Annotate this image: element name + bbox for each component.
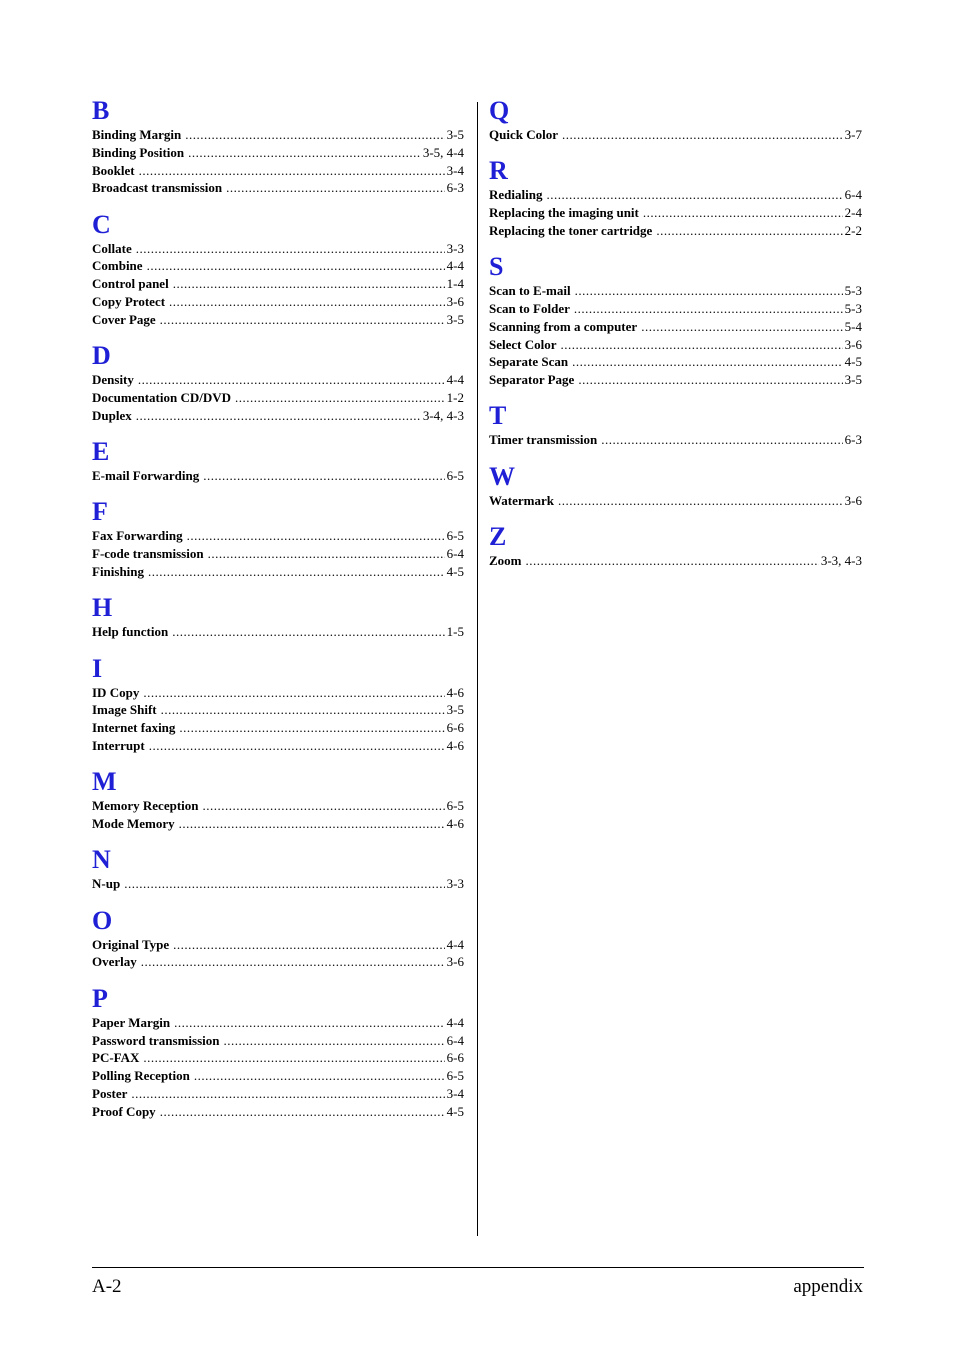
index-section-c [92,210,464,329]
index-page-ref: 2-4 [844,205,862,221]
section-letter-heading: M [92,767,117,797]
dot-leader [601,431,842,449]
dot-leader [136,407,421,425]
index-term: Select Color [489,336,557,352]
index-entry [92,701,464,719]
dot-leader [169,293,445,311]
index-entry [92,563,464,581]
index-term: Original Type [92,936,170,952]
section-letter-heading: W [489,461,515,491]
index-entry [489,371,862,389]
index-column-left [92,96,464,1121]
index-entry [92,1103,464,1121]
index-entry [92,293,464,311]
dot-leader [203,467,444,485]
index-page-ref: 3-4 [446,162,464,178]
index-entry [92,875,464,893]
index-section-f [92,497,464,580]
index-entry [92,126,464,144]
column-divider [477,102,478,1236]
index-term: Cover Page [92,311,156,327]
dot-leader [235,389,445,407]
dot-leader [224,1032,445,1050]
index-page-ref: 3-4, 4-3 [422,407,464,423]
index-term: Quick Color [489,127,558,142]
index-entry [92,1014,464,1032]
index-entry [489,282,862,300]
index-section-p [92,984,464,1121]
section-letter-heading: D [92,341,111,371]
section-letter-heading: N [92,845,111,875]
index-term: Redialing [489,187,543,203]
index-entry [92,623,464,641]
index-page-ref: 4-5 [844,354,862,370]
dot-leader [124,875,444,893]
dot-leader [526,552,819,570]
index-page-ref: 3-6 [446,954,464,970]
index-entry [489,186,862,204]
index-page-ref: 6-3 [446,180,464,196]
index-page-ref: 6-5 [446,1068,464,1084]
index-term: Control panel [92,276,169,292]
index-entry [92,257,464,275]
index-entry [92,719,464,737]
dot-leader [143,684,444,702]
dot-leader [643,204,843,222]
index-term: Overlay [92,954,137,970]
index-entry [92,162,464,180]
index-term: Density [92,372,134,388]
index-page-ref: 3-5 [844,372,862,388]
index-page-ref: 3-5, 4-4 [422,144,464,160]
index-term: Duplex [92,407,132,423]
dot-leader [136,240,445,258]
section-letter-heading: T [489,401,507,431]
dot-leader [173,936,444,954]
index-entry [489,552,862,570]
dot-leader [173,275,445,293]
index-term: Zoom [489,553,522,569]
index-section-d [92,341,464,424]
footer-section-title: appendix [793,1276,863,1297]
index-entry [489,204,862,222]
index-section-r [489,156,862,239]
index-term: Interrupt [92,737,145,753]
dot-leader [149,737,445,755]
index-section-b [92,96,464,197]
index-term: N-up [92,876,121,892]
index-page-ref: 6-6 [446,720,464,736]
index-entry [92,275,464,293]
dot-leader [179,815,445,833]
index-page-ref: 3-5 [446,702,464,718]
index-section-q [489,96,862,144]
dot-leader [656,222,842,240]
dot-leader [203,797,445,815]
index-term: Separate Scan [489,354,569,370]
index-term: Binding Margin [92,127,182,142]
index-entry [489,353,862,371]
index-entry [489,336,862,354]
index-page-ref: 2-2 [844,222,862,238]
index-entry [92,1049,464,1067]
dot-leader [194,1067,445,1085]
dot-leader [546,186,842,204]
index-page-ref: 3-5 [446,127,464,142]
index-page-ref: 6-5 [446,798,464,814]
section-letter-heading: B [92,96,110,125]
index-term: Mode Memory [92,816,175,832]
dot-leader [572,353,843,371]
index-page-ref: 3-4 [446,1085,464,1101]
index-term: Combine [92,258,143,274]
index-page-ref: 6-4 [844,187,862,203]
index-page-ref: 1-2 [446,389,464,405]
index-term: E-mail Forwarding [92,468,200,484]
index-term: ID Copy [92,684,140,700]
dot-leader [161,701,445,719]
section-letter-heading: H [92,593,113,623]
index-entry [92,684,464,702]
index-entry [92,797,464,815]
index-term: Paper Margin [92,1014,171,1030]
index-page-ref: 6-4 [446,1032,464,1048]
dot-leader [148,563,445,581]
index-entry [92,1067,464,1085]
dot-leader [188,144,421,162]
index-term: Copy Protect [92,294,166,310]
dot-leader [139,162,445,180]
index-entry [92,407,464,425]
index-page-ref: 1-5 [446,624,464,640]
index-term: Scanning from a computer [489,318,638,334]
index-page-ref: 4-4 [446,258,464,274]
index-term: Polling Reception [92,1068,190,1084]
index-entry [92,389,464,407]
index-page-ref: 4-5 [446,1103,464,1119]
dot-leader [185,126,444,144]
index-entry [92,311,464,329]
index-section-i [92,654,464,755]
dot-leader [562,126,843,144]
index-page-ref: 6-3 [844,432,862,448]
index-term: Password transmission [92,1032,220,1048]
index-term: Booklet [92,162,135,178]
index-term: Image Shift [92,702,157,718]
index-entry [489,300,862,318]
index-term: Binding Position [92,144,185,160]
index-page-ref: 3-6 [844,336,862,352]
dot-leader [174,1014,445,1032]
footer-page-number: A-2 [92,1276,122,1297]
index-term: Collate [92,240,132,256]
index-entry [489,318,862,336]
dot-leader [141,953,445,971]
section-letter-heading: F [92,497,108,527]
index-page-ref: 5-3 [844,300,862,316]
index-term: Replacing the imaging unit [489,205,639,221]
index-term: Replacing the toner cartridge [489,222,653,238]
index-page-ref: 3-3, 4-3 [820,553,862,569]
index-term: Scan to Folder [489,300,570,316]
index-section-w [489,462,862,510]
index-page-ref: 5-4 [844,318,862,334]
dot-leader [160,1103,445,1121]
index-term: Internet faxing [92,720,176,736]
dot-leader [558,492,843,510]
index-page-ref: 6-6 [446,1050,464,1066]
index-page-ref: 3-3 [446,876,464,892]
index-section-h [92,593,464,641]
index-entry [92,1032,464,1050]
index-page-ref: 6-4 [446,546,464,562]
index-page-ref: 4-4 [446,1014,464,1030]
index-entry [92,737,464,755]
section-letter-heading: O [92,905,113,935]
index-term: Proof Copy [92,1103,156,1119]
index-section-z [489,522,862,570]
section-letter-heading: P [92,983,108,1013]
dot-leader [138,371,445,389]
index-term: Poster [92,1085,128,1101]
section-letter-heading: C [92,209,111,239]
index-page-ref: 6-5 [446,528,464,544]
index-entry [489,431,862,449]
dot-leader [575,282,843,300]
index-page-ref: 3-6 [844,492,862,508]
index-page-ref: 4-4 [446,936,464,952]
dot-leader [179,719,444,737]
index-entry [92,545,464,563]
index-section-o [92,906,464,972]
index-term: Documentation CD/DVD [92,389,232,405]
index-entry [489,126,862,144]
index-term: Watermark [489,492,554,508]
dot-leader [641,318,842,336]
index-page-ref: 1-4 [446,276,464,292]
index-entry [92,144,464,162]
index-entry [92,953,464,971]
footer-rule [92,1267,864,1268]
index-page-ref: 3-7 [844,127,862,142]
index-page-ref: 4-6 [446,737,464,753]
index-term: Fax Forwarding [92,528,183,544]
index-term: Help function [92,624,169,640]
index-entry [92,936,464,954]
dot-leader [131,1085,444,1103]
index-page-ref: 4-4 [446,372,464,388]
index-section-t [489,401,862,449]
index-term: Broadcast transmission [92,180,223,196]
index-section-s [489,252,862,389]
index-entry [489,222,862,240]
dot-leader [147,257,445,275]
index-term: Timer transmission [489,432,598,448]
dot-leader [574,300,843,318]
index-term: PC-FAX [92,1050,140,1066]
dot-leader [578,371,842,389]
index-entry [92,240,464,258]
index-page-ref: 3-5 [446,311,464,327]
index-section-e [92,437,464,485]
section-letter-heading: R [489,156,508,186]
index-entry [92,371,464,389]
dot-leader [187,527,445,545]
dot-leader [172,623,444,641]
index-page-ref: 3-6 [446,294,464,310]
index-term: Scan to E-mail [489,283,571,299]
index-page-ref: 5-3 [844,283,862,299]
index-entry [92,815,464,833]
index-term: Finishing [92,563,145,579]
index-page-ref: 6-5 [446,468,464,484]
section-letter-heading: Z [489,522,507,552]
index-entry [92,467,464,485]
index-section-m [92,767,464,833]
index-entry [92,527,464,545]
index-section-n [92,845,464,893]
dot-leader [143,1049,444,1067]
section-letter-heading: S [489,252,504,282]
dot-leader [226,179,445,197]
section-letter-heading: E [92,437,110,467]
index-entry [489,492,862,510]
dot-leader [561,336,843,354]
index-page-ref: 4-5 [446,563,464,579]
dot-leader [160,311,445,329]
index-entry [92,179,464,197]
index-entry [92,1085,464,1103]
index-term: Memory Reception [92,798,199,814]
dot-leader [208,545,445,563]
index-column-right [489,96,862,570]
section-letter-heading: Q [489,96,510,125]
index-term: Separator Page [489,372,575,388]
index-term: F-code transmission [92,546,204,562]
index-page-ref: 4-6 [446,684,464,700]
index-page-ref: 4-6 [446,816,464,832]
index-page-ref: 3-3 [446,240,464,256]
section-letter-heading: I [92,653,103,683]
